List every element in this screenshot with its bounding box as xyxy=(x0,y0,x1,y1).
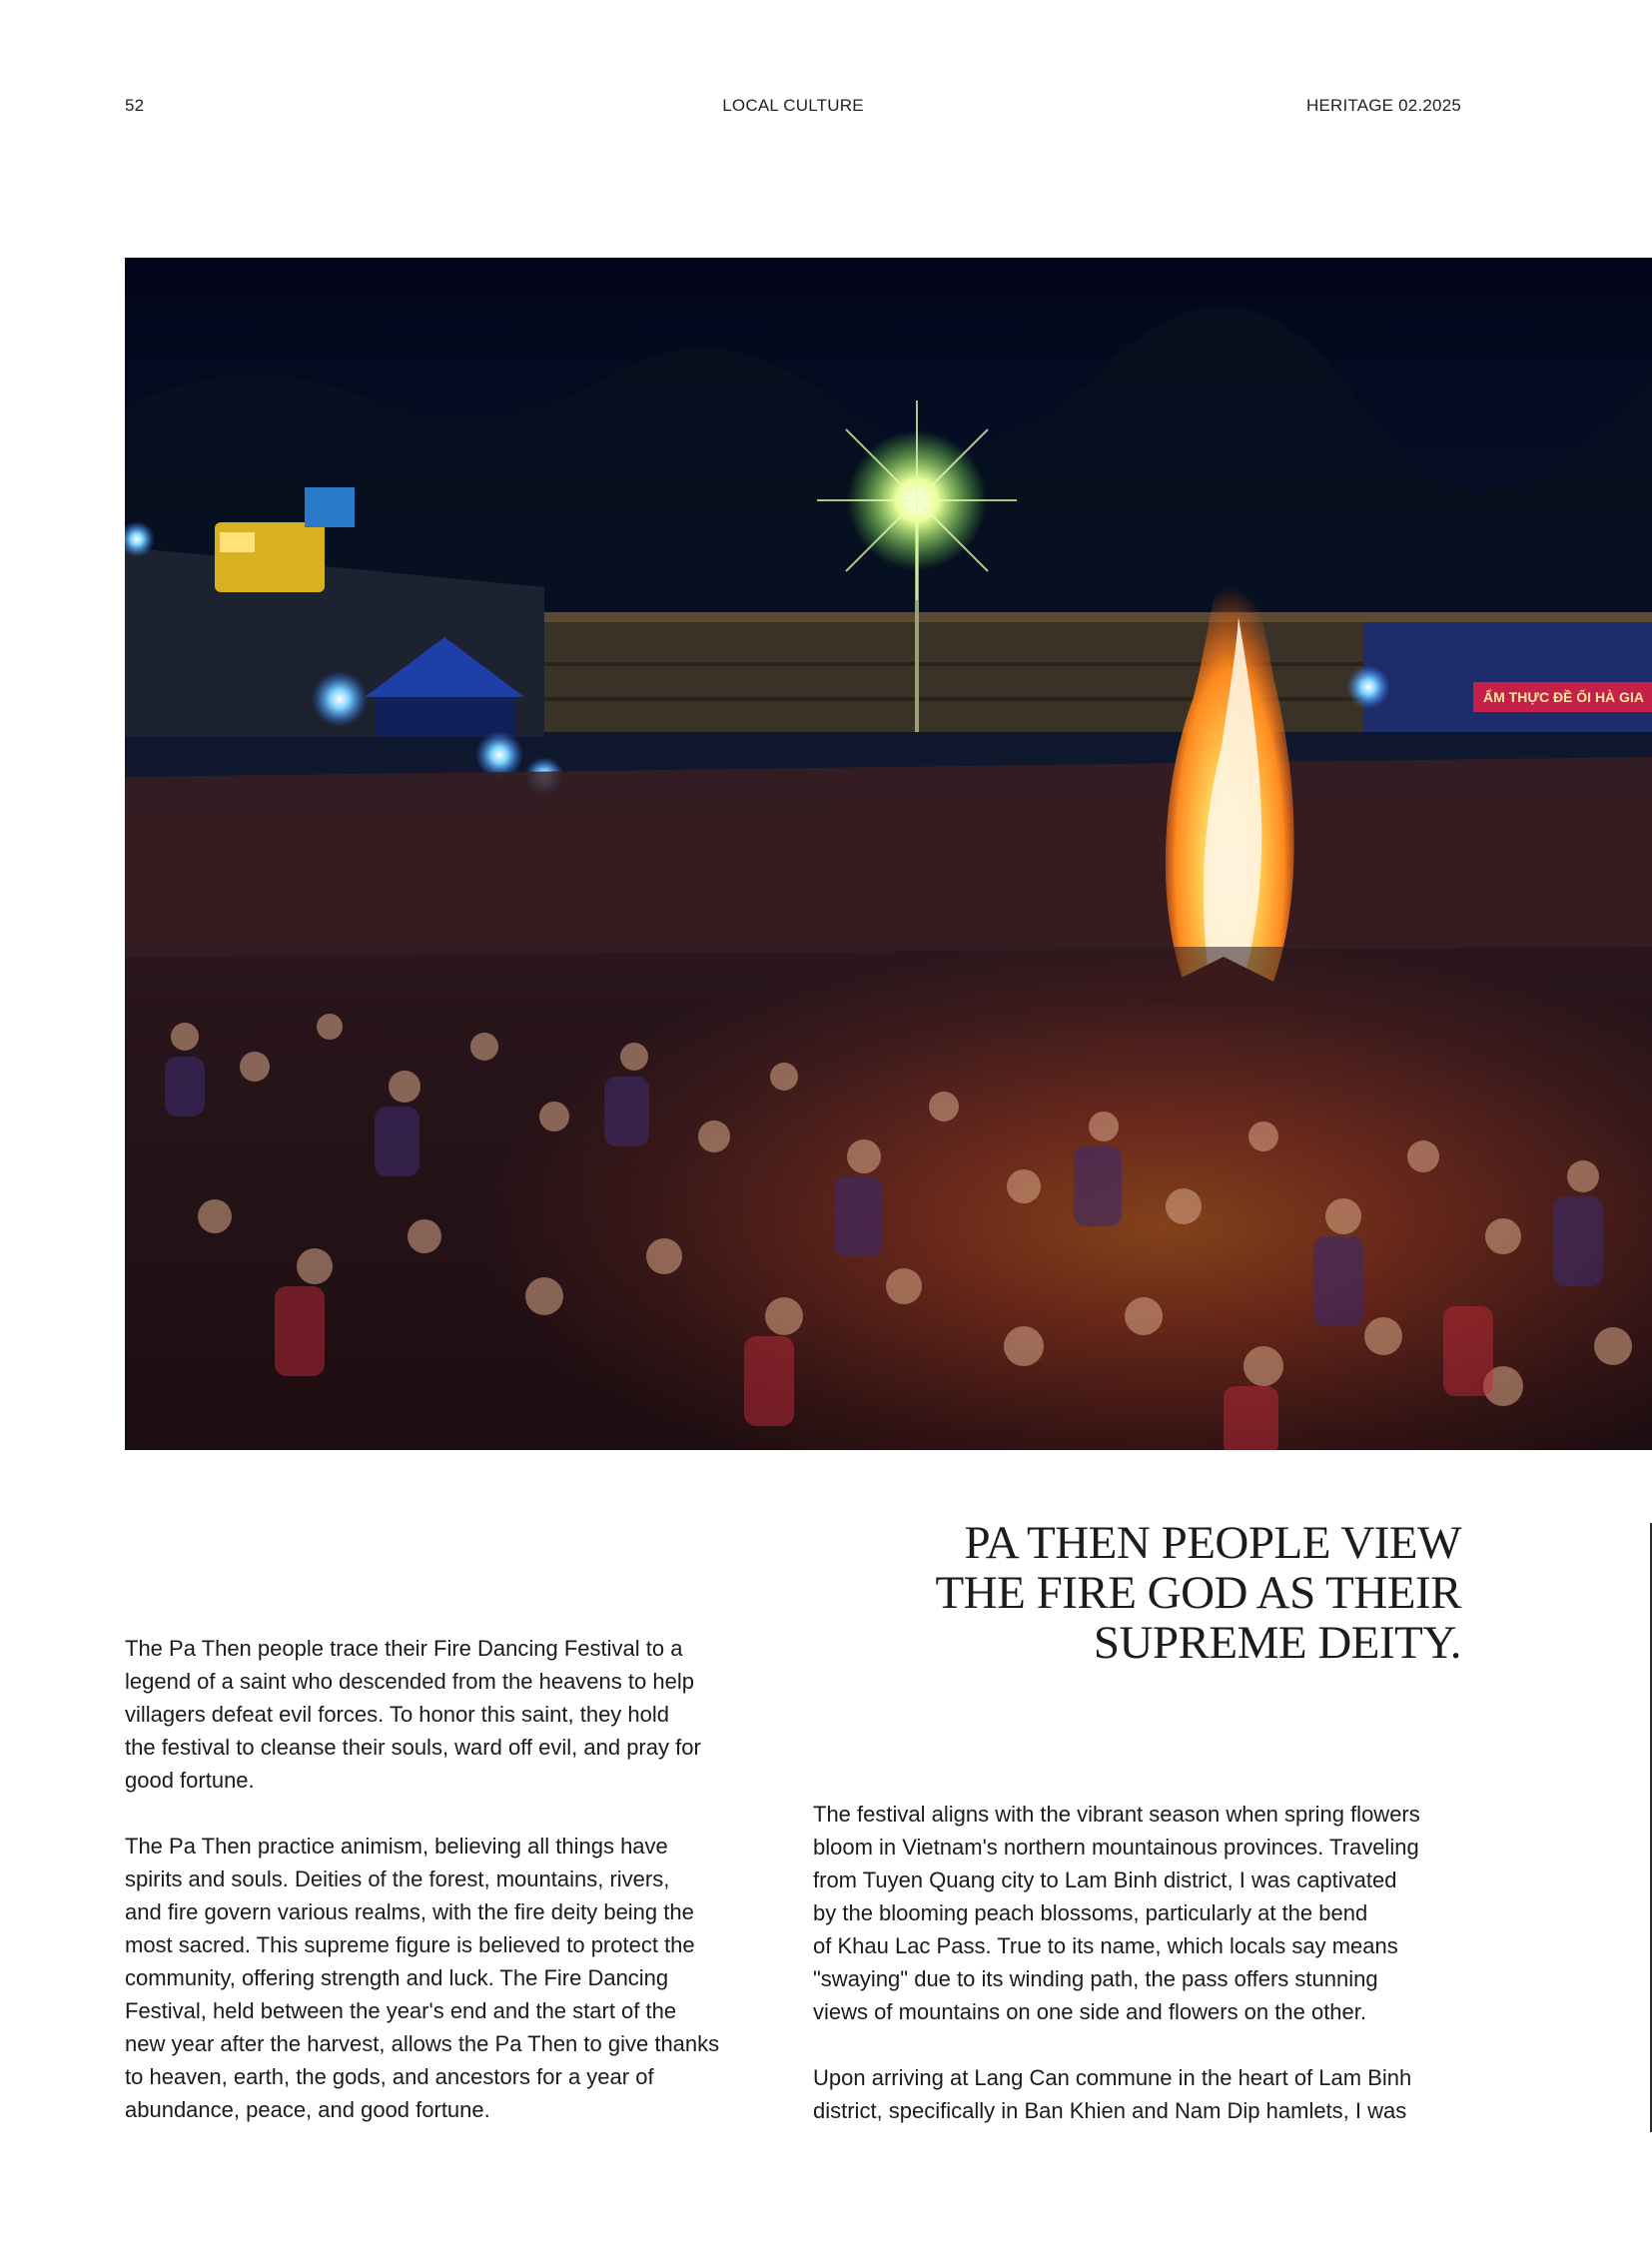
body-column-right xyxy=(813,1798,1472,2160)
stall-banner-text: ẨM THỰC ĐỀ ỐI HÀ GIA xyxy=(1483,689,1644,705)
festival-photo xyxy=(125,258,1652,1450)
pull-quote-line: THE FIRE GOD AS THEIR xyxy=(935,1567,1461,1619)
pull-quote-line: PA THEN PEOPLE VIEW xyxy=(964,1517,1461,1569)
page-number: 52 xyxy=(125,96,145,115)
section-label: LOCAL CULTURE xyxy=(722,96,864,115)
issue-label: HERITAGE 02.2025 xyxy=(1305,96,1461,115)
pull-quote-line: SUPREME DEITY. xyxy=(1093,1617,1461,1669)
body-paragraph: Upon arriving at Lang Can commune in the heart of Lam Binh district, specifically in Ban Khien and Nam Dip hamlets, I was xyxy=(813,2065,1412,2123)
body-paragraph: The festival aligns with the vibrant season when spring flowers bloom in Vietnam's northern mountainous provinces. Traveling from Tuyen Quang city to Lam Binh district, I was captivated by the blooming peach blossoms, particularly at the bend of Khau Lac Pass. True to its name, which locals say means "swaying" due to its winding path, the pass offers stunning views of mountains on one side and flowers on the other. xyxy=(813,1802,1420,2024)
body-paragraph: The Pa Then practice animism, believing all things have spirits and souls. Deities of the forest, mountains, rivers, and fire govern various realms, with the fire deity being the most sacred. This supreme figure is believed to protect the community, offering strength and luck. The Fire Dancing Festival, held between the year's end and the start of the new year after the harvest, allows the Pa Then to give thanks to heaven, earth, the gods, and ancestors for a year of abundance, peace, and good fortune. xyxy=(125,1834,720,2122)
body-column-left xyxy=(125,1632,764,2159)
body-paragraph: The Pa Then people trace their Fire Dancing Festival to a legend of a saint who descended from the heavens to help villagers defeat evil forces. To honor this saint, they hold the festival to cleanse their souls, ward off evil, and pray for good fortune. xyxy=(125,1636,701,1793)
pull-quote xyxy=(762,1518,1461,1668)
